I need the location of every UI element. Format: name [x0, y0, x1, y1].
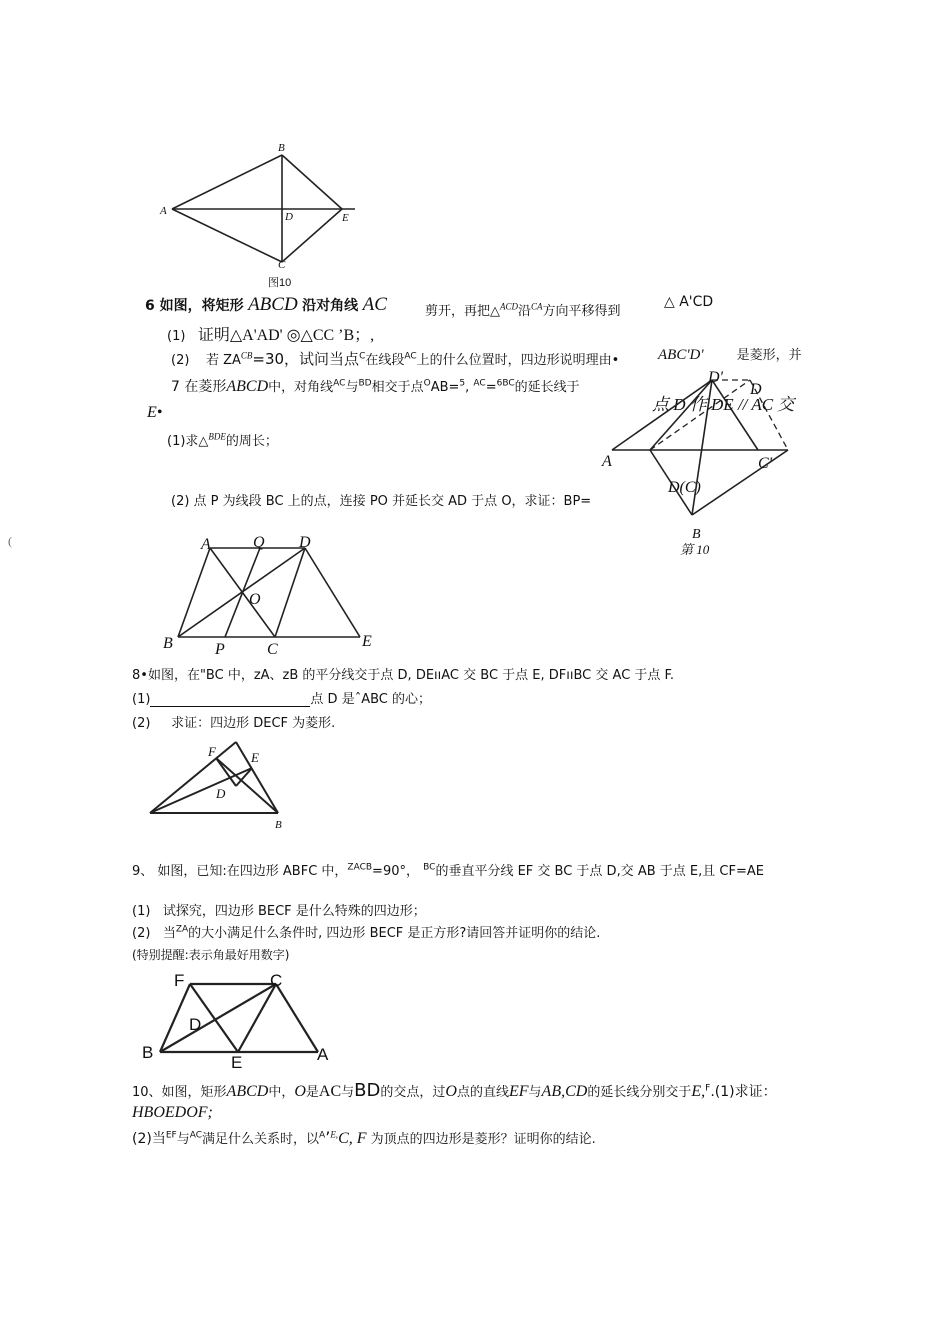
q10-e2: E, — [691, 1083, 706, 1100]
q6-result: △ A'CD — [664, 294, 714, 310]
q7-c: 与 — [345, 380, 359, 395]
q9-part2 — [132, 922, 600, 941]
q6-tri-acd: ACD — [500, 301, 519, 312]
q10-l3-c: 满足什么关系时，以 — [202, 1132, 320, 1147]
q6-p2-right — [658, 344, 802, 363]
q10-l3-ac: AC — [189, 1130, 203, 1141]
q10-a: 10、如图，矩形 — [132, 1085, 227, 1100]
q10-ef: EF — [508, 1083, 529, 1100]
q10-c: 是 — [305, 1085, 319, 1100]
q10-i: .(1)求证： — [710, 1084, 777, 1100]
q8-p1-num: (1) — [132, 692, 151, 707]
q7-d: 相交于点 — [371, 380, 424, 395]
q7-g: , — [465, 380, 474, 395]
q7-side-text: 点 D 作 DE // AC 交 — [652, 395, 795, 414]
q10-line1 — [132, 1080, 777, 1101]
q10-o2: O — [445, 1083, 457, 1100]
label-A: A — [317, 1045, 329, 1064]
q7-k: 的延长线于 — [514, 380, 580, 395]
label-C: C — [270, 971, 283, 990]
label-B: B — [275, 819, 282, 831]
figure-right-parallelogram — [600, 362, 830, 557]
q10-l3-ef: EF — [165, 1130, 177, 1141]
label-DC: D(C) — [668, 479, 701, 496]
q10-b: 中， — [268, 1085, 295, 1100]
label-E: E — [231, 1053, 243, 1072]
margin-mark: ( — [8, 534, 12, 548]
q7-b: 中，对角线 — [268, 380, 334, 395]
label-D: D — [216, 786, 226, 801]
q7-part2-cut — [171, 492, 592, 509]
q6-p2-e: 上的什么位置时，四边形说明理由• — [416, 353, 620, 368]
label-B: B — [278, 142, 285, 154]
q6-abcd: ABCD — [248, 294, 298, 315]
label-O: O — [249, 591, 261, 608]
q6-p2-a: 若 ZA — [205, 353, 241, 368]
q9-note: (特别提醒:表示角最好用数字) — [132, 948, 290, 962]
q10-ac: AC — [318, 1083, 342, 1100]
q9-p2-sup: ZA — [175, 924, 189, 935]
q8-p2-text: 求证：四边形 DECF 为菱形. — [171, 716, 336, 731]
q6-line1 — [145, 294, 387, 316]
q10-line2: HBOEDOF; — [132, 1104, 213, 1121]
q9-p1-text: 试探究，四边形 BECF 是什么特殊的四边形； — [162, 904, 426, 919]
q6-move: 方向平移得到 — [542, 304, 621, 319]
q10-h: 的延长线分别交于 — [587, 1085, 692, 1100]
label-D: D — [299, 534, 311, 551]
label-D: D — [285, 211, 293, 223]
q10-g: 与 — [528, 1085, 542, 1100]
q8-part1 — [132, 688, 431, 707]
q6-along: 沿 — [518, 304, 532, 319]
q10-l3-a2: A — [319, 1130, 326, 1141]
label-F: F — [208, 744, 216, 759]
q6-p2-d: 在线段 — [365, 353, 405, 368]
q9-p2-b: 的大小满足什么条件时, 四边形 BECF 是正方形?请回答并证明你的结论. — [188, 926, 601, 941]
q7-p1-a: (1)求△ — [167, 434, 209, 449]
q6-p2-g: 是菱形，并 — [736, 348, 802, 363]
q7-ac: AC — [333, 378, 346, 389]
label-D: D — [750, 381, 762, 398]
q7-o: O — [423, 378, 431, 389]
q6-part2 — [171, 348, 619, 369]
q9-head-sup2: BC — [423, 862, 436, 873]
q6-cut: 剪开，再把 — [425, 304, 491, 319]
q7-abcd: ABCD — [226, 378, 269, 395]
q7-p1-c: 的周长； — [225, 434, 278, 449]
q10-abcd2: AB,CD — [541, 1083, 588, 1100]
q6-p1-num: (1) — [167, 329, 186, 344]
q10-d: 与 — [341, 1085, 355, 1100]
label-F: F — [174, 971, 185, 990]
q8-p1-tail: 点 D 是ˆABC 的心； — [310, 692, 431, 707]
q9-part1 — [132, 900, 426, 919]
label-A: A — [602, 453, 612, 470]
q9-p2-num: (2) — [132, 926, 151, 941]
label-Q: Q — [253, 534, 265, 551]
q9-head-sup: ZACB — [347, 862, 373, 873]
q7-part1 — [167, 430, 278, 449]
label-P: P — [215, 641, 225, 658]
q7-e: AB= — [430, 380, 460, 395]
q9-head — [132, 860, 764, 879]
label-B: B — [163, 635, 173, 652]
q7-i: = — [485, 380, 497, 395]
q6-head: 6 如图，将矩形 — [145, 298, 244, 314]
q10-l3-e: E, — [330, 1129, 339, 1140]
q9-p1-num: (1) — [132, 904, 151, 919]
q6-p2-b: =30，试问当点 — [252, 350, 360, 368]
figure-9-quadrilateral — [140, 966, 340, 1072]
q8-p2-num: (2) — [132, 716, 151, 731]
q6-line1-right: 剪开，再把△$^{ACD}$沿$^{CA}$方向平移得到 — [425, 301, 621, 319]
q7-bd: BD — [358, 378, 372, 389]
q8-part2 — [132, 712, 335, 731]
q7-f: 5 — [459, 378, 466, 389]
q10-e: 的交点，过 — [380, 1085, 446, 1100]
q7-p2-cut: (2) 点 P 为线段 BC 上的点，连接 PO 并延长交 AD 于点 O，求证：BP= — [171, 494, 592, 509]
q7-j: 6BC — [496, 378, 515, 389]
label-B: B — [142, 1043, 154, 1062]
figure-10-caption: 图10 — [268, 277, 292, 289]
q6-p2-num: (2) — [171, 353, 190, 368]
q10-l3-f: 为顶点的四边形是菱形？证明你的结论. — [370, 1132, 596, 1147]
q7-line1 — [171, 376, 580, 396]
label-C: C — [278, 259, 286, 271]
label-E: E — [342, 212, 349, 224]
q8-head: 8•如图，在"BC 中，zA、zB 的平分线交于点 D, DEııAC 交 BC 于点 E, DFııBC 交 AC 于点 F. — [132, 668, 675, 683]
label-B: B — [692, 527, 701, 542]
q6-p2-sup: CB — [240, 350, 253, 361]
figure-right-caption: 第 10 — [680, 542, 710, 557]
q6-p2-c: C — [359, 351, 366, 362]
q10-f2: F — [705, 1083, 711, 1094]
q7-h: AC — [473, 378, 486, 389]
q10-abcd: ABCD — [226, 1083, 269, 1100]
q10-line3 — [132, 1128, 596, 1148]
label-E: E — [251, 750, 259, 765]
q7-a: 7 在菱形 — [171, 379, 227, 395]
label-Cprime: C' — [758, 455, 773, 472]
q6-ca: CA — [531, 301, 543, 312]
q10-l3-a: (2)当 — [132, 1131, 166, 1147]
figure-8-triangle — [140, 736, 300, 831]
q10-l3-b: 与 — [176, 1132, 190, 1147]
q9-head-a: 9、 如图，已知:在四边形 ABFC 中， — [132, 864, 348, 879]
q6-p1-text: 证明△A'AD' ◎△CC ’B；, — [197, 327, 375, 344]
q9-head-c: 的垂直平分线 EF 交 BC 于点 D,交 AB 于点 E,且 CF=AE — [435, 864, 764, 879]
figure-trapezoid — [155, 530, 395, 658]
q9-p2-a: 当 — [162, 926, 176, 941]
q6-p2-f: ABC'D' — [658, 347, 704, 363]
q6-ac: AC — [362, 294, 387, 315]
q10-l3-d: ’ — [325, 1128, 331, 1147]
q10-l3-cf: C, F — [338, 1130, 367, 1147]
label-A: A — [160, 205, 167, 217]
q10-o: O — [294, 1083, 306, 1100]
q6-diag: 沿对角线 — [302, 298, 359, 314]
q8-blank[interactable] — [150, 692, 310, 707]
label-C: C — [267, 641, 278, 658]
label-E: E — [362, 633, 372, 650]
q6-p2-ac: AC — [404, 351, 417, 362]
q9-head-b: =90°， — [372, 864, 419, 879]
figure-10-kite — [150, 140, 370, 290]
q7-p1-b: BDE — [208, 431, 226, 442]
label-D: D — [189, 1015, 202, 1034]
q6-part1 — [167, 322, 374, 345]
label-Dprime: D' — [708, 369, 723, 386]
label-A: A — [201, 536, 211, 553]
q10-bd: BD — [354, 1080, 381, 1101]
q7-line2: E• — [147, 404, 163, 421]
q10-f: 点的直线 — [456, 1085, 509, 1100]
